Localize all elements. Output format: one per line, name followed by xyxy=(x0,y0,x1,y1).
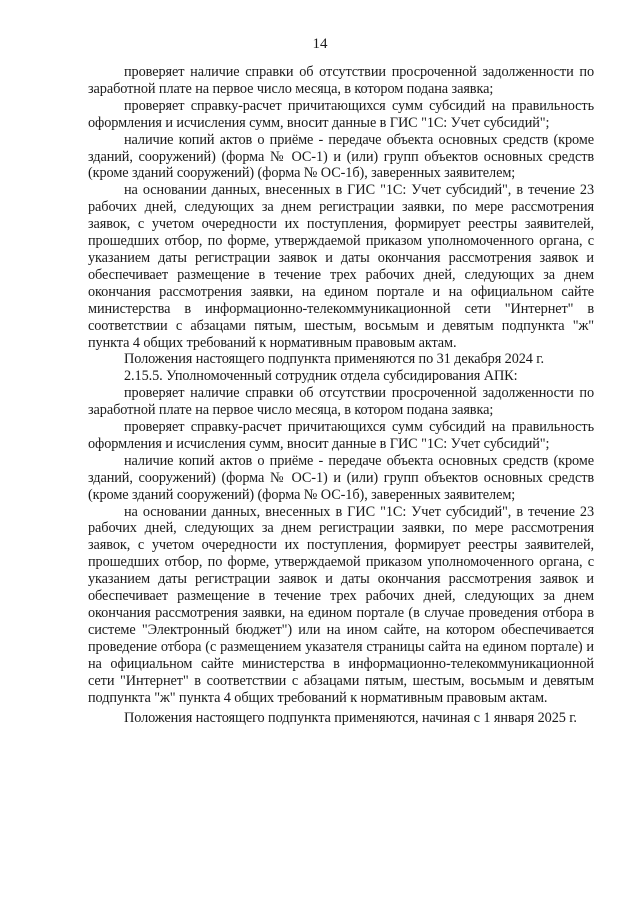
paragraph: проверяет справку-расчет причитающихся сумм субсидий на правильность оформления и исчисления сумм, вносит данные в ГИС "1С: Учет субсидий"; xyxy=(88,97,594,131)
paragraph: на основании данных, внесенных в ГИС "1С: Учет субсидий", в течение 23 рабочих дней, следующих за днем регистрации заявки, по мере рассмотрения заявок, с учетом очередности их поступления, формирует реестры заявителей, прошедших отбор, по форме, утверждаемой приказом уполномоченного органа, с указанием даты регистрации заявок и даты окончания рассмотрения заявок и обеспечивает размещение в течение трех рабочих дней, следующих за днем окончания рассмотрения заявки, на едином портале и на официальном сайте министерства в информационно-телекоммуникационной сети "Интернет" в соответствии с абзацами пятым, шестым, восьмым и девятым подпункта "ж" пункта 4 общих требований к нормативным правовым актам. xyxy=(88,182,594,351)
paragraph: Положения настоящего подпункта применяются по 31 декабря 2024 г. xyxy=(124,351,544,368)
paragraph: наличие копий актов о приёме - передаче объекта основных средств (кроме зданий, сооружений) (форма № ОС-1) и (или) групп объектов основных средств (кроме зданий сооружений) (форма № ОС-1б), заверенных заявителем; xyxy=(88,131,594,182)
paragraph: наличие копий актов о приёме - передаче объекта основных средств (кроме зданий, сооружений) (форма № ОС-1) и (или) групп объектов основных средств (кроме зданий сооружений) (форма № ОС-1б), заверенных заявителем; xyxy=(88,452,594,503)
paragraph: Положения настоящего подпункта применяются, начиная с 1 января 2025 г. xyxy=(124,710,577,727)
paragraph: на основании данных, внесенных в ГИС "1С: Учет субсидий", в течение 23 рабочих дней, следующих за днем регистрации заявки, по мере рассмотрения заявок, с учетом очередности их поступления, формирует реестры заявителей, прошедших отбор, по форме, утверждаемой приказом уполномоченного органа, с указанием даты регистрации заявок и даты окончания рассмотрения заявок и обеспечивает размещение в течение трех рабочих дней, следующих за днем окончания рассмотрения заявки, на едином портале (в случае проведения отбора в системе "Электронный бюджет") или на ином сайте, на котором обеспечивается проведение отбора (с размещением указателя страницы сайта на едином портале) и на официальном сайте министерства в информационно-телекоммуникационной сети "Интернет" в соответствии с абзацами пятым, шестым, восьмым и девятым подпункта "ж" пункта 4 общих требований к нормативным правовым актам. xyxy=(88,503,594,706)
document-body xyxy=(88,64,594,727)
page-number: 14 xyxy=(312,36,328,52)
paragraph: проверяет наличие справки об отсутствии просроченной задолженности по заработной плате на первое число месяца, в котором подана заявка; xyxy=(88,64,594,97)
section-heading: 2.15.5. Уполномоченный сотрудник отдела субсидирования АПК: xyxy=(124,368,518,385)
paragraph: проверяет справку-расчет причитающихся сумм субсидий на правильность оформления и исчисления сумм, вносит данные в ГИС "1С: Учет субсидий"; xyxy=(88,419,594,452)
paragraph: проверяет наличие справки об отсутствии просроченной задолженности по заработной плате на первое число месяца, в котором подана заявка; xyxy=(88,385,594,419)
